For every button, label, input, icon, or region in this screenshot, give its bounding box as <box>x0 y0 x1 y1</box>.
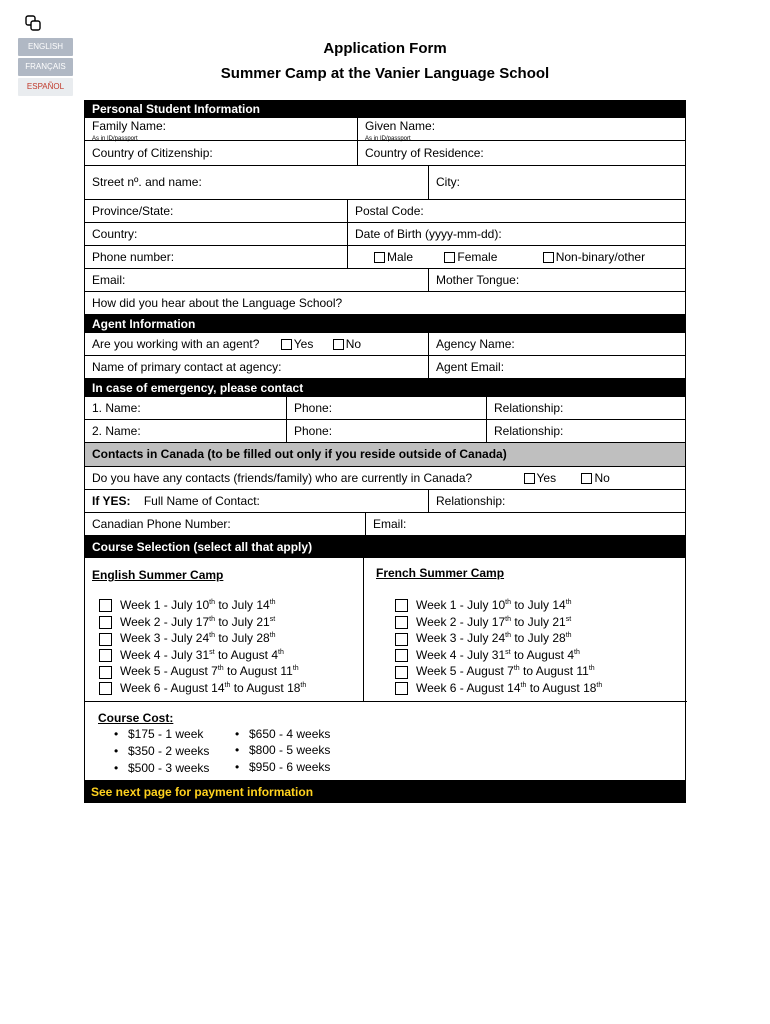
english-week-5-option[interactable] <box>99 664 299 678</box>
cost-item: • $175 - 1 week <box>128 727 203 741</box>
phone-field[interactable]: Phone number: <box>92 250 175 264</box>
given-name-field[interactable] <box>357 118 687 140</box>
if-yes-label: If YES: <box>92 494 131 508</box>
french-week-label <box>416 681 602 695</box>
french-week-text: to July 14 <box>511 598 566 612</box>
canada-header: Contacts in Canada (to be filled out only if you reside outside of Canada) <box>84 443 686 467</box>
english-week-text: th <box>209 615 215 623</box>
french-week-1-option[interactable] <box>395 598 572 612</box>
french-week-checkbox[interactable] <box>395 666 408 679</box>
province-field[interactable]: Province/State: <box>92 204 174 218</box>
english-week-checkbox[interactable] <box>99 616 112 629</box>
canada-yes-label: Yes <box>536 471 557 485</box>
city-field[interactable]: City: <box>428 166 687 199</box>
english-week-text: Week 1 - July 10 <box>120 598 210 612</box>
emergency-relationship-2-field[interactable]: Relationship: <box>486 420 687 442</box>
email-field[interactable]: Email: <box>92 273 126 287</box>
french-week-label <box>416 648 580 662</box>
french-week-text: to August 4 <box>510 647 574 662</box>
french-week-label <box>416 615 571 629</box>
emergency-name-1-field[interactable]: 1. Name: <box>92 401 141 415</box>
given-name-hint: As in ID/passport <box>365 136 411 142</box>
cost-divider <box>85 701 687 702</box>
french-week-text: to July 28 <box>511 631 566 646</box>
french-week-text: th <box>505 632 511 640</box>
page-title: Application Form <box>323 40 447 57</box>
language-icon <box>24 14 42 32</box>
english-week-text: th <box>217 665 224 673</box>
agent-question-label: Are you working with an agent? <box>92 337 260 351</box>
english-week-text: Week 2 - July 17 <box>120 614 210 629</box>
english-week-text: to July 21 <box>215 614 270 629</box>
english-week-text: th <box>292 665 299 673</box>
course-cost-title: Course Cost: <box>98 711 174 725</box>
hear-about-field[interactable]: How did you hear about the Language School? <box>92 296 343 310</box>
english-week-text: th <box>269 632 276 640</box>
lang-french-button[interactable]: FRANÇAIS <box>18 58 73 76</box>
french-week-text: to July 21 <box>511 614 566 629</box>
family-name-field[interactable] <box>85 118 357 140</box>
english-week-checkbox[interactable] <box>99 633 112 646</box>
application-form <box>84 100 686 803</box>
street-field[interactable]: Street nº. and name: <box>92 175 202 189</box>
french-week-text: st <box>505 648 511 656</box>
english-week-label <box>120 681 306 695</box>
mother-tongue-field[interactable]: Mother Tongue: <box>428 269 687 291</box>
french-week-checkbox[interactable] <box>395 682 408 695</box>
contact-name-field[interactable] <box>85 490 428 512</box>
canada-no-label: No <box>594 471 610 485</box>
cost-item: • $800 - 5 weeks <box>249 743 330 757</box>
citizenship-field[interactable]: Country of Citizenship: <box>92 146 213 160</box>
canada-contacts-question <box>85 467 687 489</box>
cost-item: • $350 - 2 weeks <box>128 744 209 758</box>
english-week-2-option[interactable] <box>99 615 275 629</box>
emergency-phone-2-field[interactable]: Phone: <box>286 420 486 442</box>
canada-question-label: Do you have any contacts (friends/family) who are currently in Canada? <box>92 471 473 485</box>
emergency-phone-1-field[interactable]: Phone: <box>286 397 486 419</box>
french-week-text: th <box>565 632 572 640</box>
english-week-text: th <box>300 682 307 689</box>
french-week-2-option[interactable] <box>395 615 571 629</box>
english-week-text: Week 6 - August 14 <box>120 681 225 695</box>
given-name-label: Given Name: <box>365 119 436 133</box>
agent-header: Agent Information <box>84 315 686 333</box>
english-camp-title: English Summer Camp <box>92 568 224 582</box>
canada-yes-checkbox[interactable] <box>524 473 535 484</box>
agent-yes-checkbox[interactable] <box>281 339 292 350</box>
english-week-text: Week 4 - July 31 <box>120 647 210 662</box>
french-week-text: Week 2 - July 17 <box>416 614 506 629</box>
french-week-checkbox[interactable] <box>395 616 408 629</box>
agent-question <box>85 333 428 355</box>
male-checkbox[interactable] <box>374 252 385 263</box>
cost-item: • $650 - 4 weeks <box>249 727 330 741</box>
french-week-text: st <box>565 615 572 623</box>
canada-no-checkbox[interactable] <box>581 473 592 484</box>
french-week-text: Week 1 - July 10 <box>416 598 506 612</box>
french-week-label <box>416 598 572 612</box>
male-label: Male <box>387 250 414 264</box>
page-subtitle: Summer Camp at the Vanier Language School <box>220 65 550 82</box>
emergency-name-2-field[interactable]: 2. Name: <box>92 424 141 438</box>
english-week-text: Week 5 - August 7 <box>120 664 218 679</box>
agent-email-field[interactable]: Agent Email: <box>428 356 687 378</box>
french-week-text: th <box>505 599 511 606</box>
nonbinary-label: Non-binary/other <box>555 250 646 264</box>
english-week-text: th <box>224 682 231 689</box>
family-name-hint: As in ID/passport <box>92 136 138 142</box>
english-week-text: to August 11 <box>223 664 293 679</box>
family-name-label: Family Name: <box>92 119 167 133</box>
course-cost <box>98 711 173 725</box>
agent-no-checkbox[interactable] <box>333 339 344 350</box>
course-divider <box>363 558 364 701</box>
canadian-phone-field[interactable]: Canadian Phone Number: <box>92 517 231 531</box>
dob-field[interactable]: Date of Birth (yyyy-mm-dd): <box>347 223 687 245</box>
french-week-text: th <box>596 682 603 689</box>
lang-english-button[interactable]: ENGLISH <box>18 38 73 56</box>
english-week-text: to July 14 <box>215 598 270 612</box>
agency-name-field[interactable]: Agency Name: <box>428 333 687 355</box>
french-week-text: th <box>513 665 520 673</box>
french-week-3-option[interactable] <box>395 631 572 645</box>
french-week-text: th <box>565 599 572 606</box>
french-week-text: Week 5 - August 7 <box>416 664 514 679</box>
french-week-text: Week 6 - August 14 <box>416 681 521 695</box>
female-label: Female <box>457 250 498 264</box>
gender-options <box>347 246 687 268</box>
english-week-text: st <box>269 615 276 623</box>
french-week-text: th <box>520 682 527 689</box>
english-week-text: th <box>269 599 276 606</box>
emergency-relationship-1-field[interactable]: Relationship: <box>486 397 687 419</box>
personal-header: Personal Student Information <box>84 100 686 118</box>
cost-item: • $950 - 6 weeks <box>249 760 330 774</box>
french-week-label <box>416 631 572 645</box>
french-week-text: th <box>574 648 580 656</box>
english-week-4-option[interactable] <box>99 648 284 662</box>
english-week-1-option[interactable] <box>99 598 276 612</box>
postal-code-field[interactable]: Postal Code: <box>347 200 687 222</box>
english-week-text: th <box>278 648 284 656</box>
french-week-text: to August 18 <box>526 681 597 695</box>
english-week-6-option[interactable] <box>99 681 306 695</box>
residence-field[interactable]: Country of Residence: <box>357 141 687 165</box>
french-week-5-option[interactable] <box>395 664 595 678</box>
canadian-email-field[interactable]: Email: <box>365 513 687 535</box>
female-checkbox[interactable] <box>444 252 455 263</box>
nonbinary-checkbox[interactable] <box>543 252 554 263</box>
course-selection <box>84 558 686 781</box>
english-week-text: th <box>209 599 215 606</box>
french-week-text: Week 4 - July 31 <box>416 647 506 662</box>
emergency-header: In case of emergency, please contact <box>84 379 686 397</box>
english-week-checkbox[interactable] <box>99 599 112 612</box>
english-week-checkbox[interactable] <box>99 682 112 695</box>
english-week-checkbox[interactable] <box>99 649 112 662</box>
english-week-label <box>120 615 275 629</box>
english-week-text: to August 4 <box>214 647 278 662</box>
french-week-checkbox[interactable] <box>395 633 408 646</box>
english-week-3-option[interactable] <box>99 631 276 645</box>
french-week-checkbox[interactable] <box>395 599 408 612</box>
french-week-text: th <box>505 615 511 623</box>
english-week-label <box>120 648 284 662</box>
english-week-checkbox[interactable] <box>99 666 112 679</box>
agency-contact-field[interactable]: Name of primary contact at agency: <box>92 360 282 374</box>
french-week-4-option[interactable] <box>395 648 580 662</box>
agent-no-label: No <box>345 337 362 351</box>
english-week-label <box>120 664 299 678</box>
course-header: Course Selection (select all that apply) <box>84 536 686 558</box>
english-week-label <box>120 598 276 612</box>
english-week-text: to August 18 <box>230 681 301 695</box>
lang-spanish-button[interactable]: ESPAÑOL <box>18 78 73 96</box>
next-page-notice: See next page for payment information <box>84 781 686 803</box>
country-field[interactable]: Country: <box>92 227 138 241</box>
contact-name-label: Full Name of Contact: <box>143 494 260 508</box>
french-week-label <box>416 664 595 678</box>
english-week-text: to July 28 <box>215 631 270 646</box>
french-week-checkbox[interactable] <box>395 649 408 662</box>
agent-yes-label: Yes <box>293 337 314 351</box>
french-week-text: to August 11 <box>519 664 589 679</box>
english-week-text: Week 3 - July 24 <box>120 631 210 646</box>
english-week-text: th <box>209 632 215 640</box>
english-week-text: st <box>209 648 215 656</box>
french-camp-title: French Summer Camp <box>376 566 505 580</box>
french-week-text: Week 3 - July 24 <box>416 631 506 646</box>
contact-relationship-field[interactable]: Relationship: <box>428 490 687 512</box>
cost-item: • $500 - 3 weeks <box>128 761 209 775</box>
french-week-text: th <box>588 665 595 673</box>
english-week-label <box>120 631 276 645</box>
french-week-6-option[interactable] <box>395 681 602 695</box>
